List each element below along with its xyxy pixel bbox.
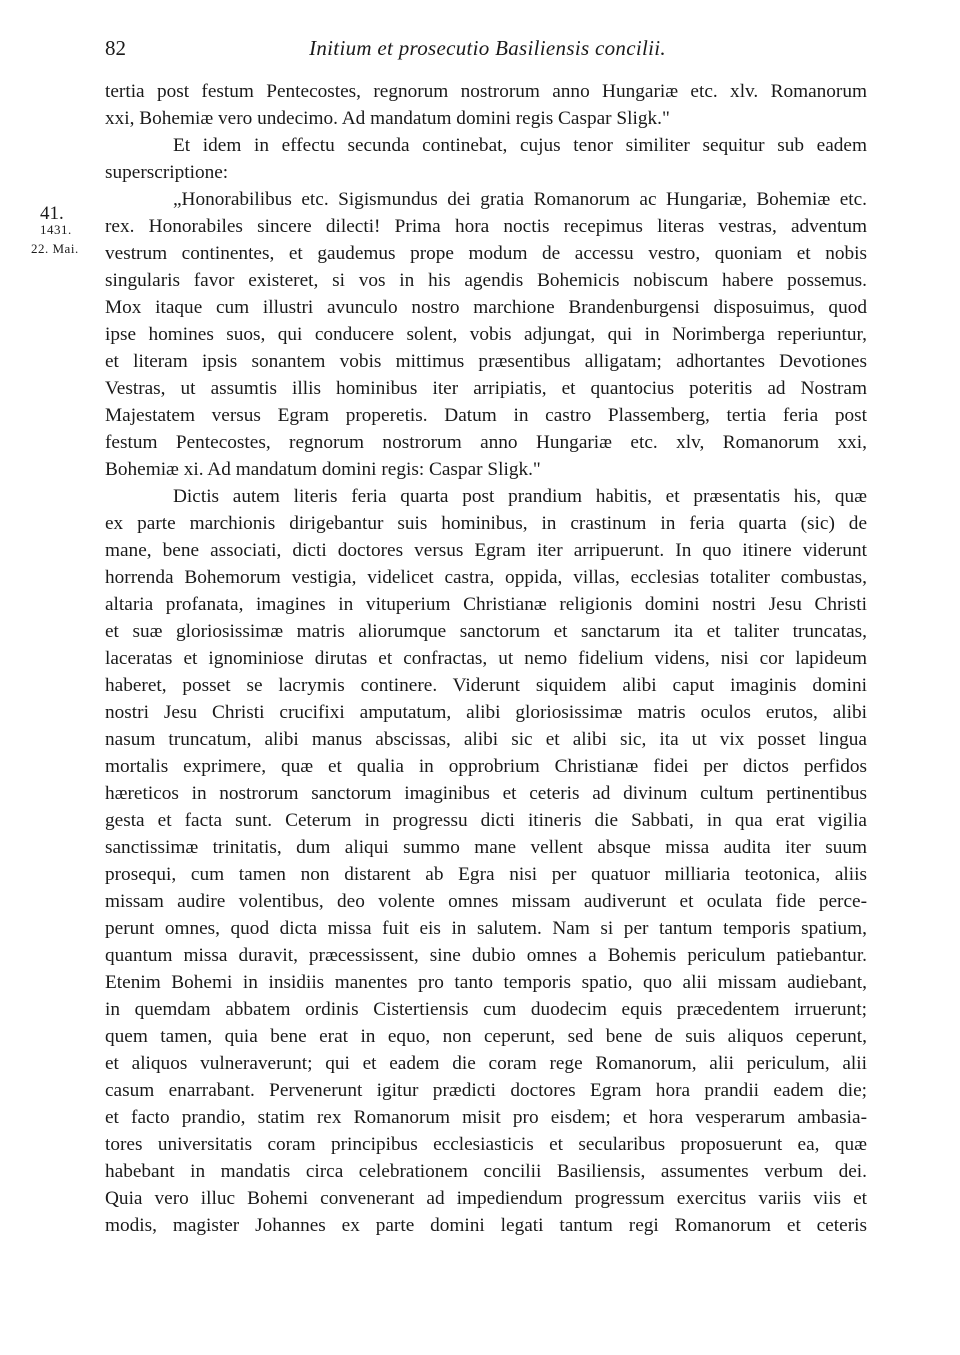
text-line: et suæ gloriosissimæ matris aliorumque sanctorum et sanctarum ita et taliter truncatas, — [105, 621, 867, 642]
text-line: quem tamen, quia bene erat in equo, non ceperunt, sed bene de suis aliquos ceperunt, — [105, 1026, 867, 1047]
text-line: haberet, posset se lacrymis continere. Viderunt siquidem alibi caput imaginis domini — [105, 675, 867, 696]
text-line: tertia post festum Pentecostes, regnorum nostrorum anno Hungariæ etc. xlv. Romanorum — [105, 81, 867, 102]
text-line: horrenda Bohemorum vestigia, videlicet castra, oppida, villas, ecclesias totaliter combustas, — [105, 567, 867, 588]
text-line: Dictis autem literis feria quarta post prandium habitis, et præsentatis his, quæ — [173, 486, 867, 507]
text-line: in quemdam abbatem ordinis Cistertiensis cum duodecim equis præcedentem irruerunt; — [105, 999, 867, 1020]
text-line: rex. Honorabiles sincere dilecti! Prima hora noctis recepimus literas vestras, adventum — [105, 216, 867, 237]
text-line: et aliquos vulneraverunt; qui et eadem die coram rege Romanorum, alii periculum, alii — [105, 1053, 867, 1074]
text-line: Vestras, ut assumtis illis hominibus iter arripiatis, et quantocius poteritis ad Nostram — [105, 378, 867, 399]
text-line: singularis favor existeret, si vos in his agendis Bohemicis nobiscum habere possemus. — [105, 270, 867, 291]
margin-year: 1431. — [40, 222, 72, 237]
text-line: Etenim Bohemi in insidiis manentes pro tanto temporis spatio, quo alii missam audiebant, — [105, 972, 867, 993]
text-line: casum enarrabant. Pervenerunt igitur prædicti doctores Egram hora prandii eadem die; — [105, 1080, 867, 1101]
text-line: nasum truncatum, alibi manus abscissas, alibi sic et alibi sic, ita ut vix posset lingua — [105, 729, 867, 750]
text-line: „Honorabilibus etc. Sigismundus dei gratia Romanorum ac Hungariæ, Bohemiæ etc. — [173, 189, 867, 210]
text-line: ipse homines suos, qui conducere solent, vobis adjungat, qui in Norimberga reperiuntur, — [105, 324, 867, 345]
text-line: festum Pentecostes, regnorum nostrorum anno Hungariæ etc. xlv, Romanorum xxi, — [105, 432, 867, 453]
text-line: Mox itaque cum illustri avunculo nostro marchione Brandenburgensi disposuimus, quod — [105, 297, 867, 318]
text-line: altaria profanata, imagines in vituperium Christianæ religionis domini nostri Jesu Christi — [105, 594, 867, 615]
text-line: quantum missa duravit, præcessissent, sine dubio omnes a Bohemis periculum patiebantur. — [105, 945, 867, 966]
margin-section-number: 41. — [40, 203, 64, 224]
text-line: superscriptione: — [105, 162, 229, 183]
body-text — [105, 78, 867, 1239]
text-line: et literam ipsis sonantem vobis mittimus præsentibus alligatam; adhortantes Devotiones — [105, 351, 867, 372]
text-line: Quia vero illuc Bohemi convenerant ad impediendum progressum exercitus variis viis et — [105, 1188, 867, 1209]
page-header — [105, 36, 870, 64]
page-number: 82 — [105, 36, 126, 60]
text-line: tores universitatis coram principibus ecclesiasticis et secularibus proposuerunt ea, quæ — [105, 1134, 867, 1155]
text-line: mane, bene associati, dicti doctores versus Egram iter arripuerunt. In quo itinere viderunt — [105, 540, 867, 561]
text-line: Majestatem versus Egram properetis. Datum in castro Plassemberg, tertia feria post — [105, 405, 867, 426]
text-line: prosequi, cum tamen non distarent ab Egra nisi per quatuor milliaria teotonica, aliis — [105, 864, 867, 885]
text-line: modis, magister Johannes ex parte domini legati tantum regi Romanorum et ceteris — [105, 1215, 867, 1236]
text-line: xxi, Bohemiæ vero undecimo. Ad mandatum domini regis Caspar Sligk." — [105, 108, 670, 129]
text-line: perunt omnes, quod dicta missa fuit eis in salutem. Nam si per tantum temporis spatium, — [105, 918, 867, 939]
margin-date: 22. Mai. — [31, 241, 79, 256]
running-title: Initium et prosecutio Basiliensis concilii. — [309, 36, 666, 60]
text-line: Et idem in effectu secunda continebat, cujus tenor similiter sequitur sub eadem — [173, 135, 867, 156]
text-line: Bohemiæ xi. Ad mandatum domini regis: Caspar Sligk." — [105, 459, 541, 480]
text-line: gesta et facta sunt. Ceterum in progressu dicti itineris die Sabbati, in qua erat vigilia — [105, 810, 867, 831]
text-line: et facto prandio, statim rex Romanorum misit pro eisdem; et hora vesperarum ambasia- — [105, 1107, 867, 1128]
text-line: missam audire volentibus, deo volente omnes missam audiverunt et oculata fide perce- — [105, 891, 867, 912]
text-line: nostri Jesu Christi crucifixi amputatum, alibi gloriosissimæ matris oculos erutos, alibi — [105, 702, 867, 723]
text-line: hæreticos in nostrorum sanctorum imaginibus et ceteris ad divinum cultum pertinentibus — [105, 783, 867, 804]
text-line: mortalis exprimere, quæ et qualia in opprobrium Christianæ fidei per dictos perfidos — [105, 756, 867, 777]
text-line: laceratas et ignominiose dirutas et confractas, ut nemo fidelium videns, nisi cor lapideum — [105, 648, 867, 669]
text-line: sanctissimæ trinitatis, dum aliqui summo mane vellent absque missa audita iter suum — [105, 837, 867, 858]
text-line: habebant in mandatis circa celebrationem concilii Basiliensis, assumentes verbum dei. — [105, 1161, 867, 1182]
text-line: ex parte marchionis dirigebantur suis hominibus, in crastinum in feria quarta (sic) de — [105, 513, 867, 534]
text-line: vestrum continentes, et gaudemus prope modum de accessu vestro, quoniam et nobis — [105, 243, 867, 264]
